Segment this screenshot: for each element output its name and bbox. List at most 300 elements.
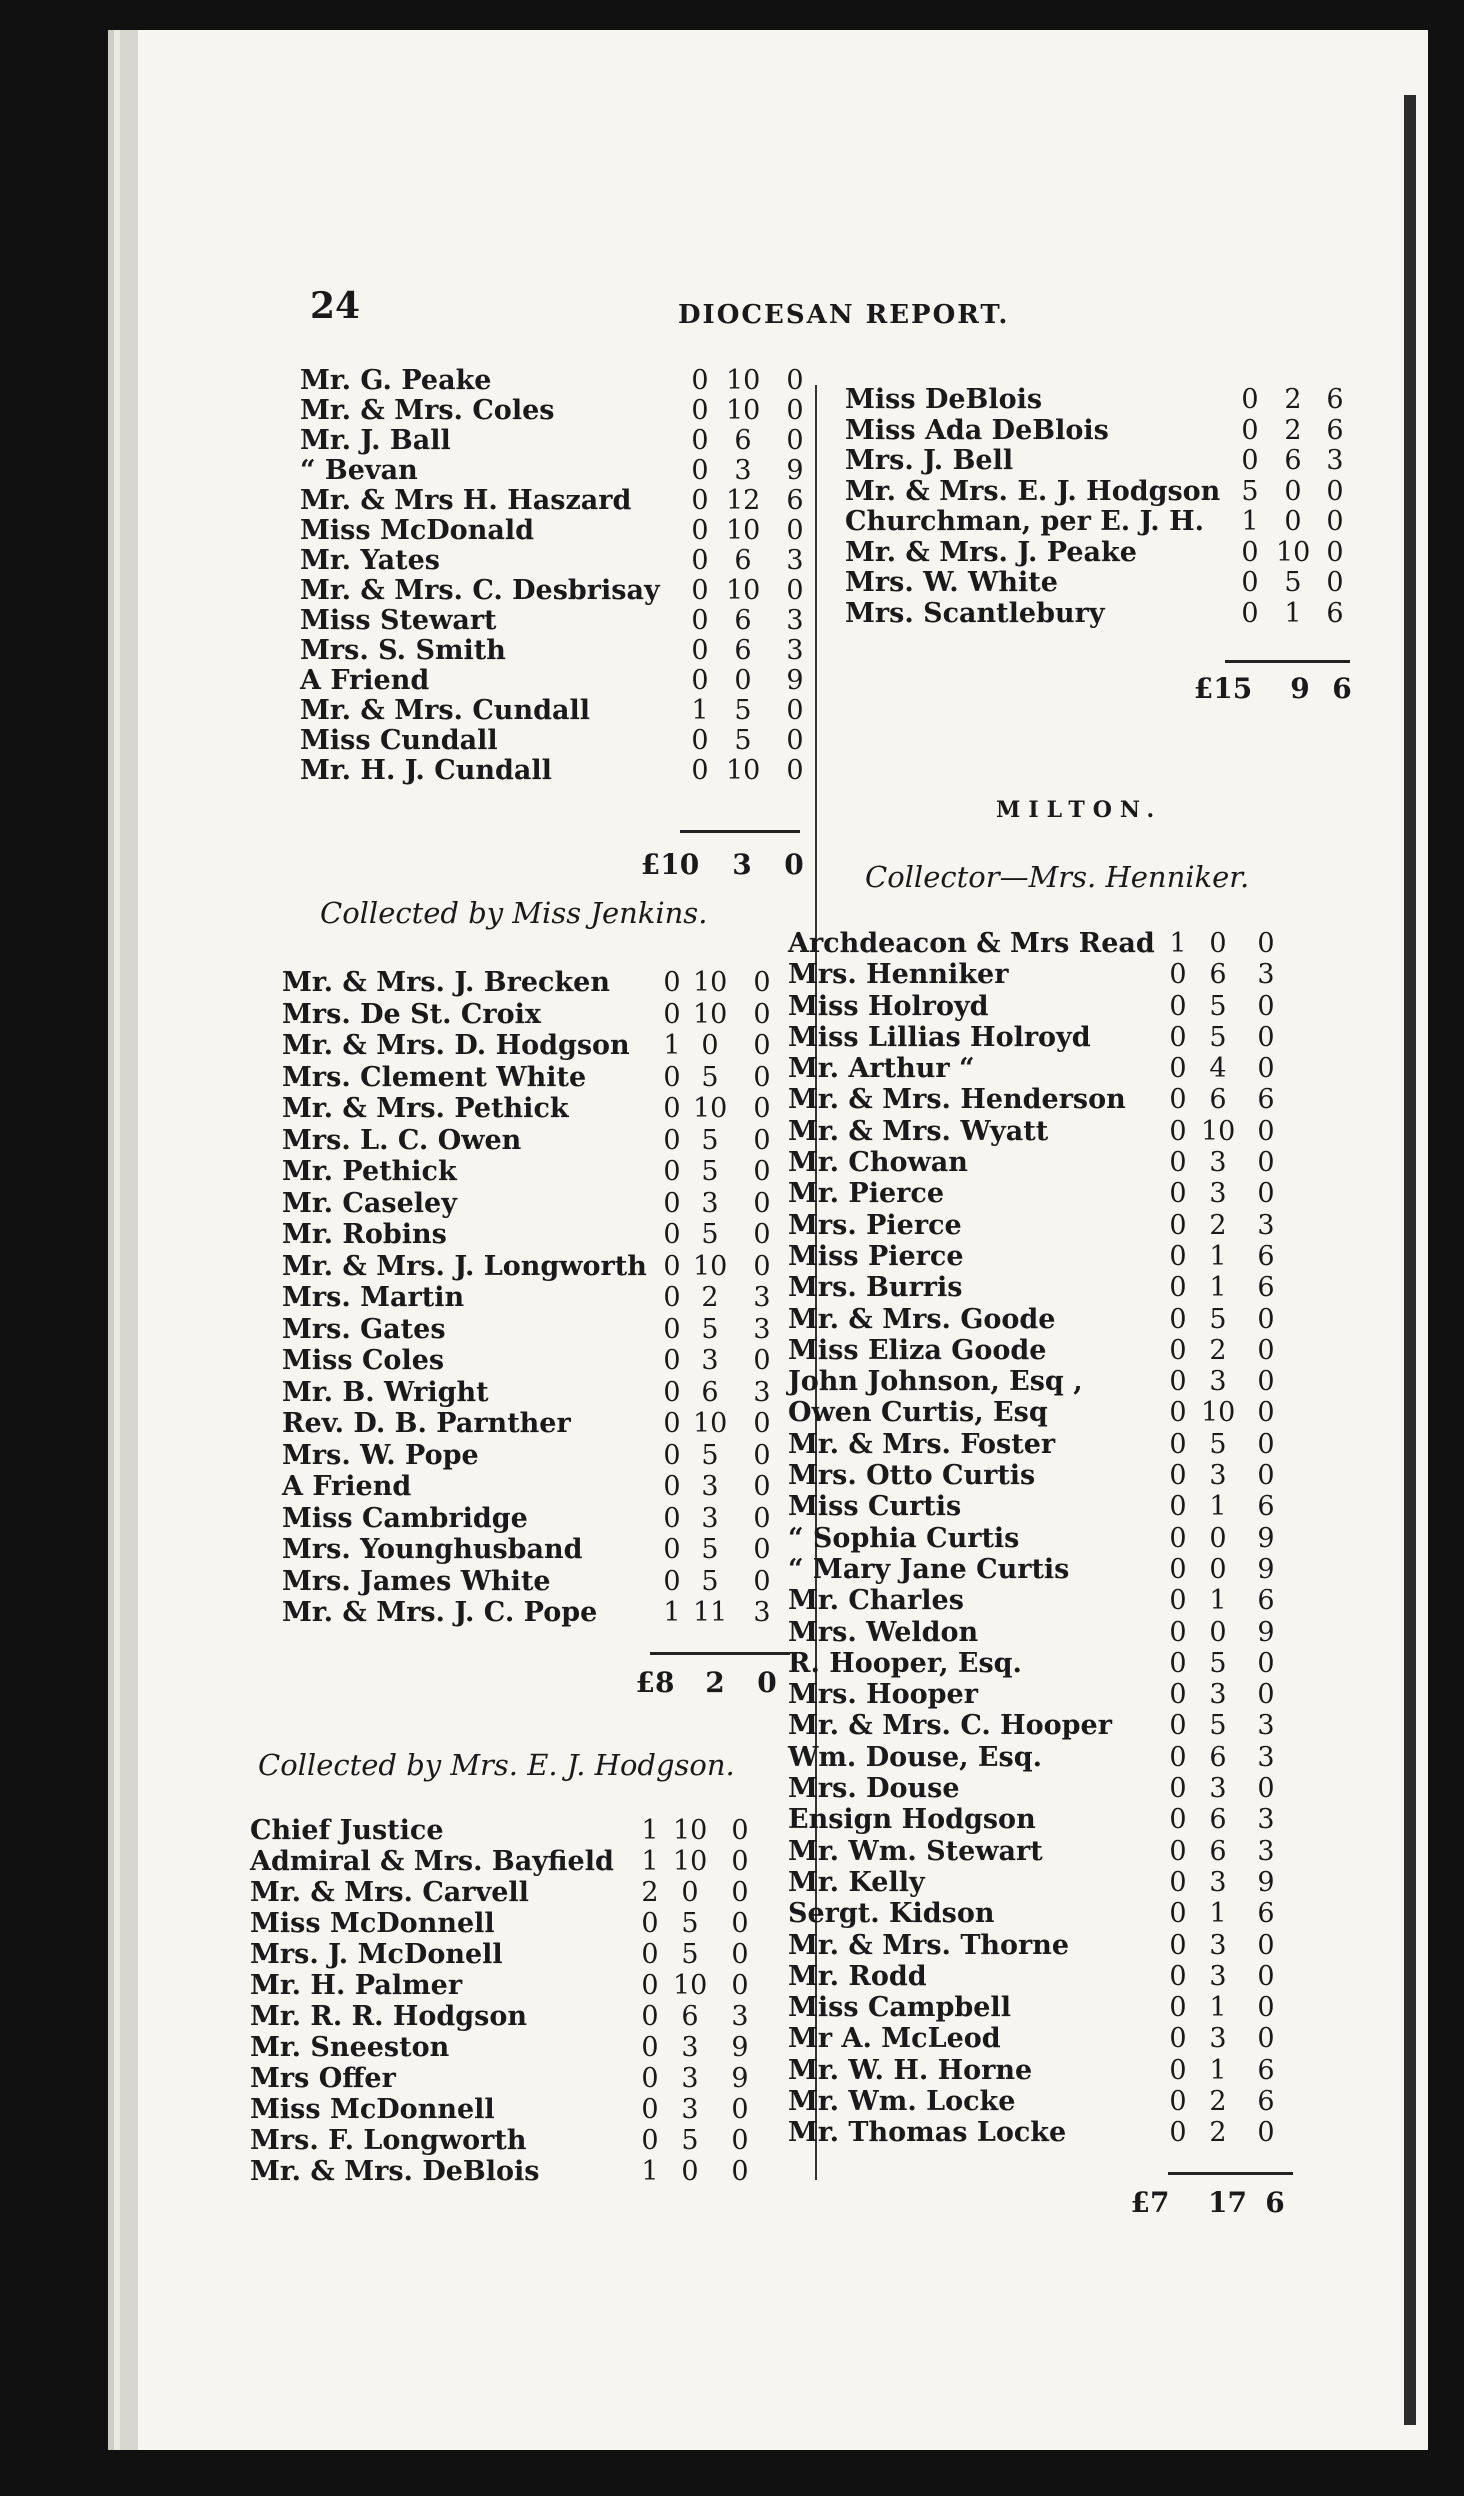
total-pence: 0 xyxy=(784,848,804,881)
pounds-value: 0 xyxy=(663,1219,681,1250)
pence-value: 0 xyxy=(1257,1428,1275,1460)
list-item xyxy=(250,2063,810,2094)
pence-value: 0 xyxy=(753,1408,771,1439)
pounds-value: 0 xyxy=(641,2001,659,2032)
pounds-value: 0 xyxy=(1169,1178,1187,1210)
pence-value: 3 xyxy=(1257,959,1275,991)
shillings-value: 3 xyxy=(701,1187,719,1219)
shillings-value: 3 xyxy=(734,455,752,486)
shillings-value: 10 xyxy=(693,998,728,1030)
pence-value: 3 xyxy=(753,1282,771,1313)
pounds-value: 0 xyxy=(1241,567,1259,598)
pence-value: 0 xyxy=(731,1877,749,1908)
contributor-name: Miss Curtis xyxy=(788,1491,962,1523)
pence-value: 0 xyxy=(753,1534,771,1565)
pence-value: 0 xyxy=(1257,1115,1275,1147)
list-item xyxy=(282,1440,812,1472)
pence-value: 9 xyxy=(1257,1866,1275,1898)
pounds-value: 5 xyxy=(1241,475,1259,507)
shillings-value: 5 xyxy=(681,1939,699,1970)
list-item xyxy=(788,1554,1348,1585)
total-pence: 6 xyxy=(1265,2186,1285,2219)
shillings-value: 10 xyxy=(673,1970,708,2001)
shillings-value: 0 xyxy=(1209,1522,1227,1554)
shillings-value: 1 xyxy=(1209,1585,1227,1617)
pence-value: 0 xyxy=(786,425,804,456)
pounds-value: 0 xyxy=(1169,2023,1187,2055)
shillings-value: 0 xyxy=(681,2156,699,2187)
pounds-value: 0 xyxy=(1169,1585,1187,1617)
contributor-name: Mrs. James White xyxy=(282,1565,551,1597)
right-top-list xyxy=(845,384,1375,628)
pence-value: 0 xyxy=(753,1219,771,1250)
contributor-name: Rev. D. B. Parnther xyxy=(282,1408,571,1439)
list-item xyxy=(845,445,1375,476)
shillings-value: 6 xyxy=(1209,1804,1227,1836)
contributor-name: “ Bevan xyxy=(300,455,418,486)
contributor-name: R. Hooper, Esq. xyxy=(788,1647,1022,1679)
contributor-name: Miss Cambridge xyxy=(282,1502,528,1534)
shillings-value: 1 xyxy=(1209,1240,1227,1272)
contributor-name: Mr. Kelly xyxy=(788,1866,925,1898)
shillings-value: 5 xyxy=(1209,1428,1227,1460)
contributor-name: Mrs. Weldon xyxy=(788,1616,979,1648)
contributor-name: Mr. & Mrs. J. Longworth xyxy=(282,1250,647,1282)
pounds-value: 0 xyxy=(663,1061,681,1093)
shillings-value: 3 xyxy=(1209,1147,1227,1179)
pence-value: 0 xyxy=(1257,1773,1275,1805)
pounds-value: 0 xyxy=(1241,597,1259,629)
pence-value: 0 xyxy=(753,1471,771,1502)
contributor-name: Mr. Chowan xyxy=(788,1147,968,1179)
shillings-value: 5 xyxy=(734,695,752,726)
pounds-value: 0 xyxy=(1241,384,1259,415)
shillings-value: 5 xyxy=(1209,1021,1227,1053)
total-shillings: 9 xyxy=(1290,672,1310,705)
pounds-value: 0 xyxy=(641,1939,659,1970)
contributor-name: Mrs. S. Smith xyxy=(300,635,506,666)
contributor-name: Mr. Charles xyxy=(788,1585,964,1617)
list-item xyxy=(788,1992,1348,2023)
shillings-value: 1 xyxy=(1209,1491,1227,1523)
contributor-name: Mr. Sneeston xyxy=(250,2032,450,2063)
contributor-name: Mr. & Mrs. E. J. Hodgson xyxy=(845,475,1221,507)
pence-value: 0 xyxy=(753,1565,771,1597)
list-item xyxy=(250,2125,810,2156)
pounds-value: 0 xyxy=(691,485,709,516)
shillings-value: 5 xyxy=(701,1534,719,1565)
pounds-value: 0 xyxy=(663,967,681,998)
list-item xyxy=(282,1188,812,1220)
list-item xyxy=(788,2023,1348,2054)
pounds-value: 0 xyxy=(663,1565,681,1597)
contributor-name: Mr. Wm. Locke xyxy=(788,2085,1016,2117)
shillings-value: 2 xyxy=(701,1282,719,1313)
shillings-value: 10 xyxy=(693,967,728,998)
pence-value: 0 xyxy=(753,1439,771,1471)
shillings-value: 2 xyxy=(1209,2117,1227,2149)
pence-value: 0 xyxy=(753,998,771,1030)
shillings-value: 3 xyxy=(1209,1866,1227,1898)
shillings-value: 10 xyxy=(726,755,761,786)
pence-value: 0 xyxy=(786,695,804,726)
shillings-value: 2 xyxy=(1284,384,1302,415)
list-item xyxy=(282,1251,812,1283)
pence-value: 0 xyxy=(753,1187,771,1219)
list-item xyxy=(788,928,1348,959)
shillings-value: 3 xyxy=(1209,1178,1227,1210)
pence-value: 9 xyxy=(786,455,804,486)
list-item xyxy=(300,665,820,695)
pence-value: 0 xyxy=(1326,506,1344,537)
pence-value: 0 xyxy=(1257,1178,1275,1210)
shillings-value: 10 xyxy=(673,1815,708,1846)
shillings-value: 6 xyxy=(734,605,752,636)
list-item xyxy=(788,1304,1348,1335)
list-item xyxy=(788,959,1348,990)
shillings-value: 5 xyxy=(1209,1303,1227,1335)
total-shillings: 17 xyxy=(1208,2186,1247,2219)
total-pounds: £10 xyxy=(640,848,700,881)
pounds-value: 0 xyxy=(663,1376,681,1408)
shillings-value: 3 xyxy=(1209,1773,1227,1805)
pounds-value: 0 xyxy=(1169,1147,1187,1179)
shillings-value: 3 xyxy=(701,1471,719,1502)
shillings-value: 3 xyxy=(701,1345,719,1376)
pounds-value: 0 xyxy=(1169,1522,1187,1554)
pounds-value: 0 xyxy=(1169,1553,1187,1585)
list-item xyxy=(300,755,820,785)
pounds-value: 1 xyxy=(1241,506,1259,537)
list-item xyxy=(250,2094,810,2125)
contributor-name: Mr. & Mrs. DeBlois xyxy=(250,2156,540,2187)
total-pence: 6 xyxy=(1332,672,1352,705)
list-item xyxy=(845,598,1375,629)
pence-value: 9 xyxy=(731,2063,749,2094)
pounds-value: 0 xyxy=(1169,1428,1187,1460)
list-item xyxy=(250,1970,810,2001)
pounds-value: 0 xyxy=(691,515,709,546)
contributor-name: Ensign Hodgson xyxy=(788,1804,1036,1836)
pounds-value: 1 xyxy=(641,1815,659,1846)
pence-value: 0 xyxy=(1257,1647,1275,1679)
shillings-value: 3 xyxy=(681,2063,699,2094)
left-top-total-rule xyxy=(680,830,800,833)
pence-value: 0 xyxy=(753,1061,771,1093)
shillings-value: 6 xyxy=(734,635,752,666)
shillings-value: 5 xyxy=(701,1565,719,1597)
list-item xyxy=(250,1877,810,1908)
pounds-value: 0 xyxy=(1169,2054,1187,2086)
list-item xyxy=(788,1366,1348,1397)
pence-value: 0 xyxy=(1257,1021,1275,1053)
pence-value: 9 xyxy=(1257,1616,1275,1648)
pounds-value: 0 xyxy=(1169,1115,1187,1147)
milton-title: MILTON. xyxy=(996,797,1163,823)
shillings-value: 5 xyxy=(681,1908,699,1939)
contributor-name: Mrs. J. Bell xyxy=(845,445,1014,476)
list-item xyxy=(282,967,812,999)
pence-value: 3 xyxy=(1326,445,1344,476)
contributor-name: Miss Ada DeBlois xyxy=(845,414,1109,446)
shillings-value: 2 xyxy=(1209,2085,1227,2117)
contributor-name: Mr. & Mrs. Carvell xyxy=(250,1877,529,1908)
pence-value: 6 xyxy=(1257,2054,1275,2086)
pence-value: 0 xyxy=(1257,1960,1275,1992)
list-item xyxy=(282,1125,812,1157)
list-item xyxy=(788,1022,1348,1053)
pounds-value: 0 xyxy=(1169,1992,1187,2024)
shillings-value: 10 xyxy=(693,1250,728,1282)
pounds-value: 0 xyxy=(1169,1053,1187,1085)
contributor-name: Miss Holroyd xyxy=(788,990,989,1022)
shillings-value: 3 xyxy=(1209,1679,1227,1711)
shillings-value: 3 xyxy=(681,2032,699,2063)
shillings-value: 5 xyxy=(701,1061,719,1093)
list-item xyxy=(788,1272,1348,1303)
pounds-value: 0 xyxy=(663,1093,681,1124)
pence-value: 0 xyxy=(731,1815,749,1846)
pence-value: 6 xyxy=(1257,1898,1275,1930)
shillings-value: 0 xyxy=(734,665,752,696)
contributor-name: Mr. B. Wright xyxy=(282,1376,489,1408)
hodgson-list xyxy=(250,1815,810,2187)
shillings-value: 0 xyxy=(1209,1616,1227,1648)
pounds-value: 0 xyxy=(663,1313,681,1345)
contributor-name: Miss McDonnell xyxy=(250,1908,495,1939)
contributor-name: Miss DeBlois xyxy=(845,384,1043,415)
pounds-value: 0 xyxy=(691,395,709,426)
list-item xyxy=(788,1648,1348,1679)
pence-value: 3 xyxy=(786,545,804,576)
list-item xyxy=(282,1566,812,1598)
list-item xyxy=(282,1597,812,1629)
contributor-name: Mr. R. R. Hodgson xyxy=(250,2001,528,2032)
list-item xyxy=(788,1429,1348,1460)
list-item xyxy=(845,384,1375,415)
pence-value: 0 xyxy=(731,2156,749,2187)
list-item xyxy=(250,1939,810,1970)
page-number: 24 xyxy=(310,285,361,327)
shillings-value: 0 xyxy=(1284,475,1302,507)
pence-value: 0 xyxy=(1257,1147,1275,1179)
pounds-value: 0 xyxy=(691,665,709,696)
shillings-value: 1 xyxy=(1209,1992,1227,2024)
total-shillings: 2 xyxy=(705,1666,725,1699)
list-item xyxy=(250,1846,810,1877)
pence-value: 0 xyxy=(731,1846,749,1877)
list-item xyxy=(788,1773,1348,1804)
list-item xyxy=(282,999,812,1031)
shillings-value: 5 xyxy=(734,725,752,756)
contributor-name: Miss Pierce xyxy=(788,1240,964,1272)
shillings-value: 5 xyxy=(1209,1647,1227,1679)
pounds-value: 0 xyxy=(1169,1616,1187,1648)
pence-value: 0 xyxy=(1257,1992,1275,2024)
list-item xyxy=(788,1053,1348,1084)
pounds-value: 0 xyxy=(663,1345,681,1376)
shillings-value: 6 xyxy=(1209,1835,1227,1867)
pounds-value: 0 xyxy=(663,1282,681,1313)
list-item xyxy=(250,2156,810,2187)
list-item xyxy=(788,2086,1348,2117)
list-item xyxy=(250,1908,810,1939)
pounds-value: 0 xyxy=(641,2063,659,2094)
contributor-name: Mrs. J. McDonell xyxy=(250,1939,503,1970)
pounds-value: 0 xyxy=(1169,1773,1187,1805)
contributor-name: Mr. & Mrs. J. C. Pope xyxy=(282,1597,598,1628)
milton-total-rule xyxy=(1168,2172,1293,2175)
contributor-name: Mrs. F. Longworth xyxy=(250,2125,527,2156)
shillings-value: 10 xyxy=(1276,536,1311,568)
contributor-name: Mr. & Mrs. Pethick xyxy=(282,1093,569,1124)
list-item xyxy=(300,575,820,605)
list-item xyxy=(250,1815,810,1846)
contributor-name: Mr. H. J. Cundall xyxy=(300,755,552,786)
shillings-value: 10 xyxy=(726,575,761,606)
shillings-value: 0 xyxy=(1209,928,1227,959)
list-item xyxy=(282,1282,812,1314)
list-item xyxy=(300,695,820,725)
pounds-value: 0 xyxy=(1169,1334,1187,1366)
shillings-value: 10 xyxy=(693,1093,728,1124)
pounds-value: 0 xyxy=(1169,1960,1187,1992)
pence-value: 0 xyxy=(1257,2117,1275,2149)
contributor-name: Mr. & Mrs. Coles xyxy=(300,395,555,426)
list-item xyxy=(300,425,820,455)
pounds-value: 0 xyxy=(1169,1240,1187,1272)
pence-value: 0 xyxy=(753,1124,771,1156)
contributor-name: Mrs. Douse xyxy=(788,1773,960,1805)
pounds-value: 0 xyxy=(1169,1366,1187,1398)
list-item xyxy=(788,1867,1348,1898)
shillings-value: 3 xyxy=(681,2094,699,2125)
pence-value: 6 xyxy=(1257,1491,1275,1523)
shillings-value: 10 xyxy=(726,395,761,426)
shillings-value: 3 xyxy=(1209,1460,1227,1492)
shillings-value: 0 xyxy=(1209,1553,1227,1585)
pounds-value: 0 xyxy=(1169,1647,1187,1679)
pence-value: 0 xyxy=(786,515,804,546)
pence-value: 0 xyxy=(753,1502,771,1534)
pounds-value: 0 xyxy=(691,545,709,576)
pence-value: 0 xyxy=(1257,990,1275,1022)
shillings-value: 3 xyxy=(701,1502,719,1534)
pounds-value: 0 xyxy=(663,998,681,1030)
list-item xyxy=(845,537,1375,568)
pence-value: 0 xyxy=(786,365,804,396)
contributor-name: Mr. Pethick xyxy=(282,1156,457,1187)
right-top-total-rule xyxy=(1225,660,1350,663)
contributor-name: Mr. & Mrs. Goode xyxy=(788,1303,1056,1335)
pounds-value: 0 xyxy=(663,1187,681,1219)
list-item xyxy=(788,1084,1348,1115)
list-item xyxy=(788,1961,1348,1992)
pounds-value: 0 xyxy=(1169,1898,1187,1930)
pence-value: 0 xyxy=(1257,1053,1275,1085)
pence-value: 0 xyxy=(731,1939,749,1970)
pounds-value: 0 xyxy=(1169,1491,1187,1523)
total-pounds: £8 xyxy=(635,1666,675,1699)
contributor-name: Mrs Offer xyxy=(250,2063,396,2094)
pounds-value: 0 xyxy=(663,1439,681,1471)
milton-collector: Collector—Mrs. Henniker. xyxy=(865,860,1250,894)
pence-value: 0 xyxy=(1257,1334,1275,1366)
shillings-value: 6 xyxy=(734,425,752,456)
contributor-name: Mr. & Mrs. J. Brecken xyxy=(282,967,610,998)
pounds-value: 0 xyxy=(1169,1741,1187,1773)
shillings-value: 10 xyxy=(693,1408,728,1439)
pence-value: 6 xyxy=(1257,1272,1275,1304)
list-item xyxy=(788,1804,1348,1835)
pounds-value: 0 xyxy=(663,1408,681,1439)
list-item xyxy=(788,1523,1348,1554)
pence-value: 9 xyxy=(1257,1522,1275,1554)
contributor-name: “ Sophia Curtis xyxy=(788,1522,1020,1554)
shillings-value: 6 xyxy=(1284,445,1302,476)
pounds-value: 0 xyxy=(1169,1835,1187,1867)
shillings-value: 10 xyxy=(1201,1397,1236,1429)
list-item xyxy=(845,567,1375,598)
shillings-value: 0 xyxy=(1284,506,1302,537)
shillings-value: 5 xyxy=(701,1124,719,1156)
contributor-name: Miss Coles xyxy=(282,1345,445,1376)
shillings-value: 1 xyxy=(1284,597,1302,629)
pounds-value: 0 xyxy=(691,425,709,456)
contributor-name: Miss Campbell xyxy=(788,1992,1011,2024)
milton-list xyxy=(788,928,1348,2149)
pence-value: 3 xyxy=(786,635,804,666)
pence-value: 6 xyxy=(1257,1084,1275,1116)
list-item xyxy=(282,1314,812,1346)
list-item xyxy=(250,2032,810,2063)
list-item xyxy=(788,1397,1348,1428)
list-item xyxy=(788,1335,1348,1366)
pence-value: 6 xyxy=(1326,414,1344,446)
contributor-name: Mrs. Clement White xyxy=(282,1061,587,1093)
contributor-name: Archdeacon & Mrs Read xyxy=(788,928,1155,959)
list-item xyxy=(788,1679,1348,1710)
contributor-name: Mr. & Mrs. Henderson xyxy=(788,1084,1126,1116)
list-item xyxy=(788,1147,1348,1178)
pence-value: 0 xyxy=(786,395,804,426)
contributor-name: Mr. & Mrs. Cundall xyxy=(300,695,590,726)
shillings-value: 2 xyxy=(1209,1209,1227,1241)
contributor-name: A Friend xyxy=(300,665,430,696)
contributor-name: Mr. J. Ball xyxy=(300,425,451,456)
contributor-name: Mr. H. Palmer xyxy=(250,1970,463,2001)
shillings-value: 5 xyxy=(1209,990,1227,1022)
pence-value: 3 xyxy=(731,2001,749,2032)
contributor-name: Miss McDonnell xyxy=(250,2094,495,2125)
contributor-name: Mr. Thomas Locke xyxy=(788,2117,1067,2149)
list-item xyxy=(300,605,820,635)
shillings-value: 0 xyxy=(701,1030,719,1061)
contributor-name: Mr. & Mrs H. Haszard xyxy=(300,485,632,516)
list-item xyxy=(300,455,820,485)
list-item xyxy=(282,1219,812,1251)
list-item xyxy=(300,545,820,575)
contributor-name: Mrs. Otto Curtis xyxy=(788,1460,1036,1492)
pounds-value: 0 xyxy=(641,2094,659,2125)
list-item xyxy=(300,635,820,665)
contributor-name: Miss Cundall xyxy=(300,725,498,756)
pence-value: 3 xyxy=(1257,1835,1275,1867)
pence-value: 6 xyxy=(1257,2085,1275,2117)
list-item xyxy=(282,1345,812,1377)
pence-value: 9 xyxy=(786,665,804,696)
pence-value: 0 xyxy=(753,1156,771,1187)
